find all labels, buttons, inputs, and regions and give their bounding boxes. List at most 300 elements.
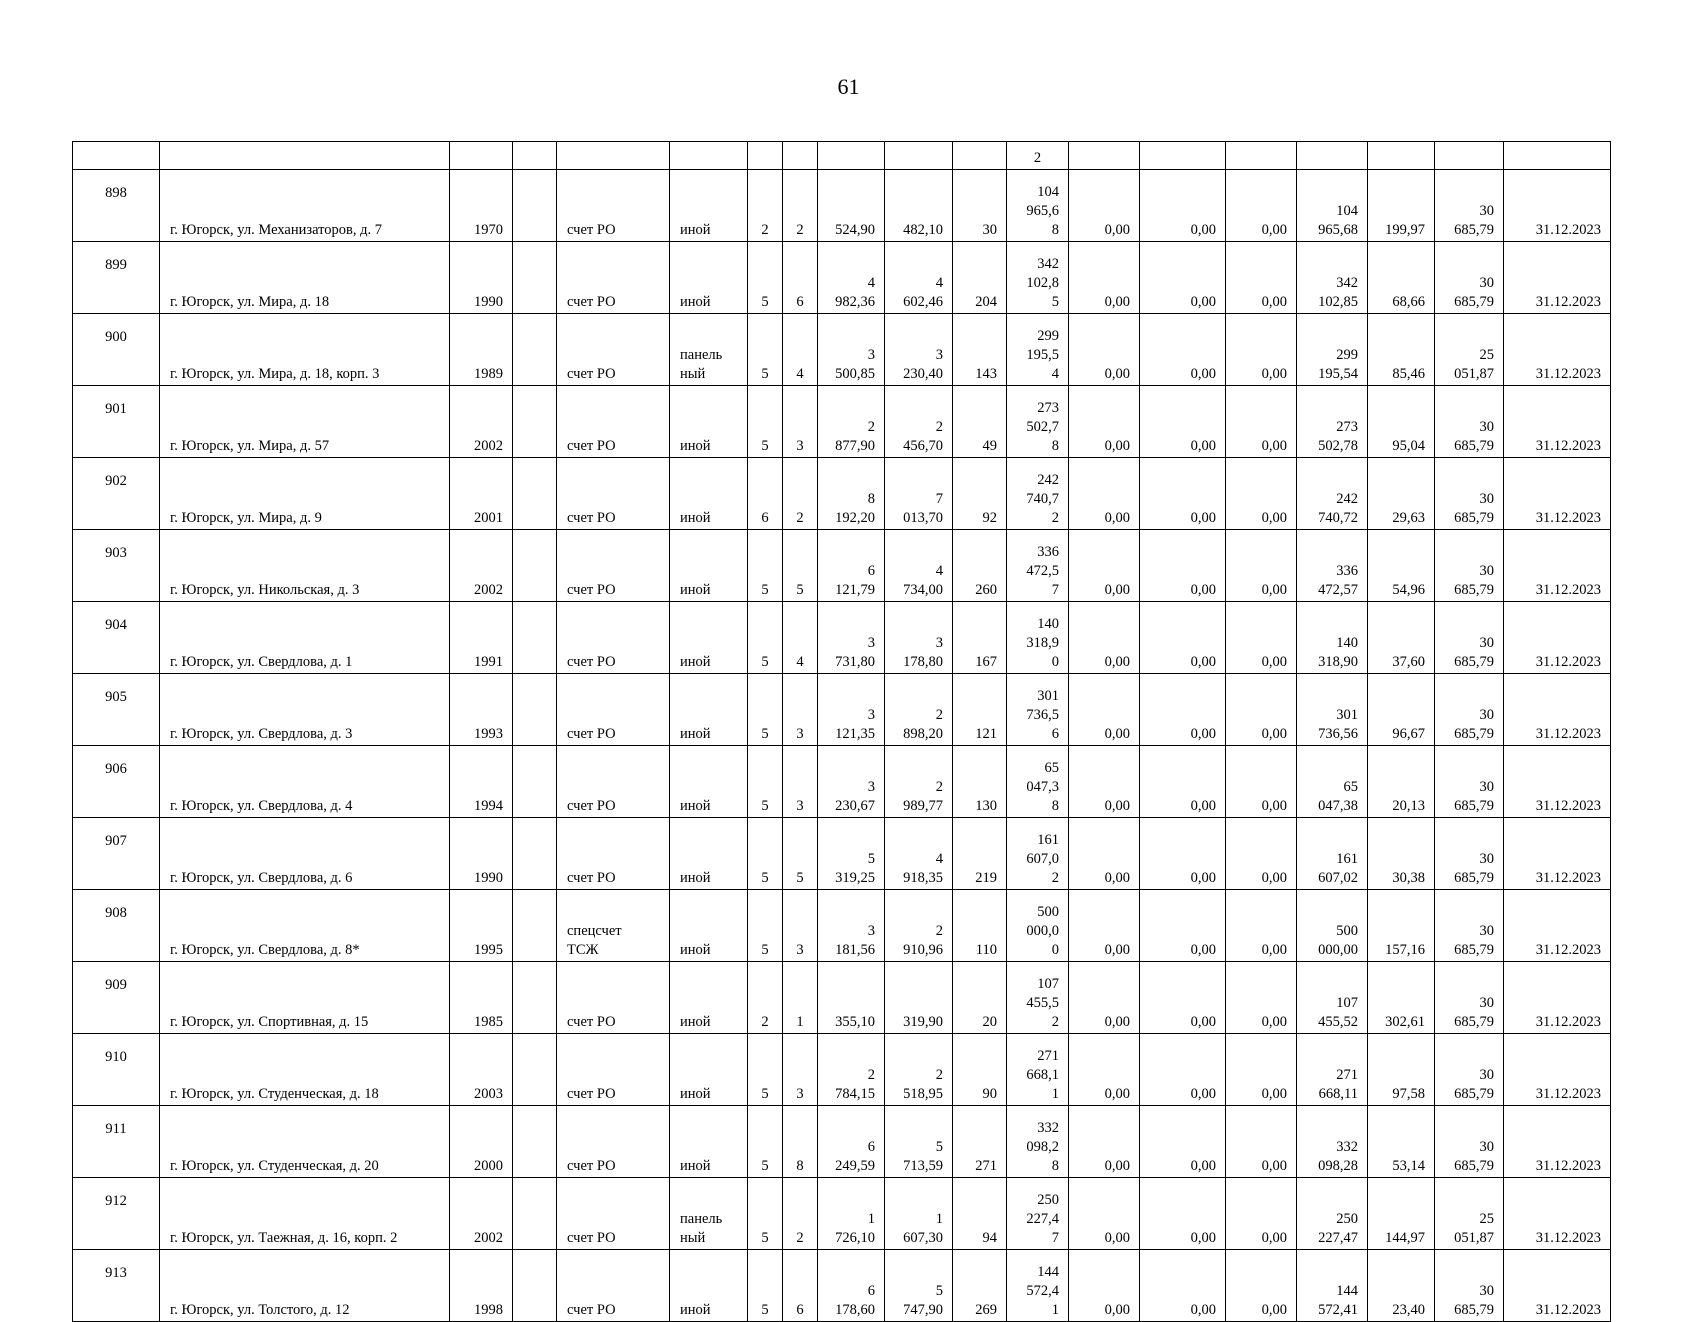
cell-line: 121,79: [835, 582, 875, 598]
cell-line: 047,38: [1318, 798, 1358, 814]
cell-line: 140: [1336, 635, 1358, 651]
value-cell: 0,00: [1226, 674, 1297, 746]
cell-line: 301: [1037, 688, 1059, 704]
cell-line: 982,36: [835, 294, 875, 310]
empty-cell: [513, 674, 557, 746]
value-cell: 0,00: [1069, 242, 1140, 314]
address-cell: г. Югорск, ул. Никольская, д. 3: [160, 530, 450, 602]
cell-line: 685,79: [1454, 1014, 1494, 1030]
empty-cell: [513, 242, 557, 314]
entrances-cell: 1: [783, 962, 818, 1034]
cell-line: 30: [1479, 491, 1494, 507]
empty-cell: [513, 746, 557, 818]
cell-line: счет РО: [567, 222, 616, 238]
material-cell: [670, 458, 748, 530]
cost-split-cell: [1007, 602, 1069, 674]
material-cell: [670, 170, 748, 242]
account-cell: [557, 458, 670, 530]
value-cell: 0,00: [1069, 1250, 1140, 1322]
area-total-cell: [818, 314, 885, 386]
cell-line: счет РО: [567, 1014, 616, 1030]
cost-total-cell: [1297, 1250, 1368, 1322]
address-cell: г. Югорск, ул. Механизаторов, д. 7: [160, 170, 450, 242]
cell-line: 6: [867, 563, 875, 579]
area-total-cell: [818, 746, 885, 818]
cell-line: 332: [1336, 1139, 1358, 1155]
cost-total-cell: [1297, 530, 1368, 602]
cell-line: 5: [935, 1283, 943, 1299]
cell-line: 098,2: [1026, 1139, 1059, 1155]
cell-line: 2: [867, 419, 875, 435]
cell-line: 336: [1336, 563, 1358, 579]
area-living-cell: [885, 746, 953, 818]
entrances-cell: 4: [783, 314, 818, 386]
date-cell: 31.12.2023: [1504, 1034, 1611, 1106]
empty-cell: [513, 170, 557, 242]
cell-line: 000,00: [1318, 942, 1358, 958]
value-cell: 0,00: [1226, 1250, 1297, 1322]
cell-line: 30: [1479, 779, 1494, 795]
row-number: 913: [73, 1250, 160, 1322]
cell-line: 192,20: [835, 510, 875, 526]
cell-line: ный: [680, 366, 706, 382]
cell-line: счет РО: [567, 654, 616, 670]
cell-line: 2: [935, 779, 943, 795]
residents-cell: 20: [953, 962, 1007, 1034]
cell-line: 607,30: [903, 1230, 943, 1246]
per-m2-cell: 37,60: [1368, 602, 1435, 674]
material-cell: [670, 962, 748, 1034]
cost-split-cell: [1007, 1034, 1069, 1106]
year-cell: 2002: [450, 530, 513, 602]
year-cell: 1993: [450, 674, 513, 746]
table-row: [73, 962, 1611, 1034]
account-cell: [557, 1106, 670, 1178]
cell-line: 249,59: [835, 1158, 875, 1174]
area-total-cell: [818, 1250, 885, 1322]
cell-line: 726,10: [835, 1230, 875, 1246]
cell-line: иной: [680, 222, 711, 238]
cell-line: 602,46: [903, 294, 943, 310]
cell-line: 342: [1336, 275, 1358, 291]
floors-cell: 5: [748, 746, 783, 818]
address-cell: г. Югорск, ул. Мира, д. 57: [160, 386, 450, 458]
area-living-cell: [885, 890, 953, 962]
material-cell: [670, 746, 748, 818]
per-m2-cell: 97,58: [1368, 1034, 1435, 1106]
empty-cell: [513, 458, 557, 530]
table-row: [73, 890, 1611, 962]
row-number: 899: [73, 242, 160, 314]
empty-cell: [513, 818, 557, 890]
cell-line: счет РО: [567, 510, 616, 526]
cell-line: 318,90: [1318, 654, 1358, 670]
year-cell: 2003: [450, 1034, 513, 1106]
per-m2-cell: 96,67: [1368, 674, 1435, 746]
account-cell: [557, 602, 670, 674]
value-cell: 0,00: [1140, 602, 1226, 674]
address-cell: г. Югорск, ул. Свердлова, д. 4: [160, 746, 450, 818]
material-cell: [670, 530, 748, 602]
cell-line: 8: [1051, 1158, 1059, 1174]
cell-line: 685,79: [1454, 942, 1494, 958]
cell-line: 178,60: [835, 1302, 875, 1318]
limit-cell: [1435, 890, 1504, 962]
cell-line: 30: [1479, 275, 1494, 291]
per-m2-cell: 29,63: [1368, 458, 1435, 530]
cell-line: 227,4: [1026, 1211, 1059, 1227]
row-number: 904: [73, 602, 160, 674]
date-cell: 31.12.2023: [1504, 170, 1611, 242]
value-cell: 0,00: [1140, 890, 1226, 962]
area-living-cell: [885, 386, 953, 458]
empty-cell: [513, 1106, 557, 1178]
row-number: 910: [73, 1034, 160, 1106]
cell-line: 0: [1051, 942, 1059, 958]
cell-line: 336: [1037, 544, 1059, 560]
table-row: [73, 530, 1611, 602]
cost-split-cell: [1007, 530, 1069, 602]
cell-line: 740,7: [1026, 491, 1059, 507]
cell-line: 918,35: [903, 870, 943, 886]
per-m2-cell: 144,97: [1368, 1178, 1435, 1250]
cost-total-cell: [1297, 1106, 1368, 1178]
cell-line: 30: [1479, 419, 1494, 435]
cost-total-cell: [1297, 674, 1368, 746]
cell-line: 734,00: [903, 582, 943, 598]
cell-line: 2: [867, 1067, 875, 1083]
residents-cell: 30: [953, 170, 1007, 242]
cell-line: 140: [1037, 616, 1059, 632]
cell-line: 4: [935, 851, 943, 867]
floors-cell: 6: [748, 458, 783, 530]
row-number: 905: [73, 674, 160, 746]
address-cell: г. Югорск, ул. Свердлова, д. 8*: [160, 890, 450, 962]
floors-cell: 5: [748, 314, 783, 386]
cell-line: 355,10: [835, 1014, 875, 1030]
table-row: [73, 602, 1611, 674]
cell-line: 107: [1336, 995, 1358, 1011]
value-cell: 0,00: [1140, 530, 1226, 602]
cell-line: счет РО: [567, 438, 616, 454]
cell-line: 685,79: [1454, 1302, 1494, 1318]
cell-line: 3: [935, 635, 943, 651]
account-cell: [557, 386, 670, 458]
cost-split-cell: [1007, 458, 1069, 530]
date-cell: 31.12.2023: [1504, 242, 1611, 314]
cell-line: ТСЖ: [567, 942, 599, 958]
cell-line: 7: [1051, 582, 1059, 598]
row-number: 901: [73, 386, 160, 458]
cell-line: 685,79: [1454, 510, 1494, 526]
value-cell: 0,00: [1069, 170, 1140, 242]
entrances-cell: 2: [783, 1178, 818, 1250]
per-m2-cell: 199,97: [1368, 170, 1435, 242]
table-row: [73, 746, 1611, 818]
date-cell: 31.12.2023: [1504, 1106, 1611, 1178]
date-cell: 31.12.2023: [1504, 962, 1611, 1034]
value-cell: 0,00: [1140, 674, 1226, 746]
cell-line: 500,85: [835, 366, 875, 382]
table-row: [73, 170, 1611, 242]
cell-line: 227,47: [1318, 1230, 1358, 1246]
cost-split-cell: [1007, 314, 1069, 386]
cell-line: 2: [935, 707, 943, 723]
entrances-cell: 4: [783, 602, 818, 674]
limit-cell: [1435, 242, 1504, 314]
cell-line: 3: [935, 347, 943, 363]
cell-line: 30: [1479, 1067, 1494, 1083]
entrances-cell: 3: [783, 386, 818, 458]
cell-line: 65: [1044, 760, 1059, 776]
per-m2-cell: 157,16: [1368, 890, 1435, 962]
cell-line: 2: [1051, 870, 1059, 886]
value-cell: 0,00: [1140, 1106, 1226, 1178]
area-living-cell: [885, 1178, 953, 1250]
cell-line: 2: [1051, 1014, 1059, 1030]
area-total-cell: [818, 890, 885, 962]
value-cell: 0,00: [1069, 1106, 1140, 1178]
date-cell: 31.12.2023: [1504, 746, 1611, 818]
cell-line: счет РО: [567, 1158, 616, 1174]
floors-cell: 2: [748, 962, 783, 1034]
cost-total-cell: [1297, 1178, 1368, 1250]
table-row: [73, 458, 1611, 530]
area-total-cell: [818, 458, 885, 530]
entrances-cell: 6: [783, 242, 818, 314]
address-cell: г. Югорск, ул. Студенческая, д. 20: [160, 1106, 450, 1178]
cell-line: 472,5: [1026, 563, 1059, 579]
limit-cell: [1435, 962, 1504, 1034]
account-cell: [557, 314, 670, 386]
cell-line: 144: [1037, 1264, 1059, 1280]
cell-line: 989,77: [903, 798, 943, 814]
cell-line: 161: [1336, 851, 1358, 867]
cell-line: 685,79: [1454, 726, 1494, 742]
entrances-cell: 3: [783, 674, 818, 746]
cell-line: 6: [867, 1139, 875, 1155]
entrances-cell: 8: [783, 1106, 818, 1178]
cell-line: 000,0: [1026, 923, 1059, 939]
cell-line: 502,7: [1026, 419, 1059, 435]
cell-line: 250: [1336, 1211, 1358, 1227]
year-cell: 1985: [450, 962, 513, 1034]
cell-line: 242: [1336, 491, 1358, 507]
cell-line: 455,52: [1318, 1014, 1358, 1030]
cell-line: 713,59: [903, 1158, 943, 1174]
cell-line: 572,41: [1318, 1302, 1358, 1318]
cell-line: 502,78: [1318, 438, 1358, 454]
area-total-cell: [818, 530, 885, 602]
cost-total-cell: [1297, 458, 1368, 530]
cell-line: 456,70: [903, 438, 943, 454]
empty-cell: [513, 1034, 557, 1106]
area-living-cell: [885, 674, 953, 746]
cell-line: 230,40: [903, 366, 943, 382]
account-cell: [557, 1178, 670, 1250]
cell-line: 2: [1051, 510, 1059, 526]
cell-line: 572,4: [1026, 1283, 1059, 1299]
cell-line: 685,79: [1454, 654, 1494, 670]
empty-cell: [513, 1250, 557, 1322]
row-number: 906: [73, 746, 160, 818]
value-cell: 0,00: [1069, 1034, 1140, 1106]
cell-line: 455,5: [1026, 995, 1059, 1011]
limit-cell: [1435, 1106, 1504, 1178]
residents-cell: 110: [953, 890, 1007, 962]
value-cell: 0,00: [1140, 818, 1226, 890]
cell-line: 685,79: [1454, 222, 1494, 238]
cell-line: панель: [680, 1211, 723, 1227]
value-cell: 0,00: [1069, 962, 1140, 1034]
value-cell: 0,00: [1069, 1178, 1140, 1250]
address-cell: г. Югорск, ул. Толстого, д. 12: [160, 1250, 450, 1322]
address-cell: г. Югорск, ул. Мира, д. 18, корп. 3: [160, 314, 450, 386]
cell-line: 482,10: [903, 222, 943, 238]
cell-line: 607,0: [1026, 851, 1059, 867]
table-row: [73, 1034, 1611, 1106]
material-cell: [670, 386, 748, 458]
cost-split-cell: [1007, 1106, 1069, 1178]
cell-line: счет РО: [567, 1230, 616, 1246]
cell-line: 102,85: [1318, 294, 1358, 310]
date-cell: 31.12.2023: [1504, 1250, 1611, 1322]
cell-line: счет РО: [567, 726, 616, 742]
cell-line: иной: [680, 1014, 711, 1030]
cell-line: 271: [1336, 1067, 1358, 1083]
material-cell: [670, 1250, 748, 1322]
value-cell: 0,00: [1226, 242, 1297, 314]
per-m2-cell: 20,13: [1368, 746, 1435, 818]
cell-line: 500: [1336, 923, 1358, 939]
cell-line: счет РО: [567, 798, 616, 814]
cell-line: 2: [935, 923, 943, 939]
date-cell: 31.12.2023: [1504, 890, 1611, 962]
table-row: [73, 386, 1611, 458]
residents-cell: 92: [953, 458, 1007, 530]
year-cell: 2001: [450, 458, 513, 530]
cell-line: 747,90: [903, 1302, 943, 1318]
cell-line: 195,54: [1318, 366, 1358, 382]
cell-line: счет РО: [567, 582, 616, 598]
cell-line: 30: [1479, 995, 1494, 1011]
value-cell: 0,00: [1069, 386, 1140, 458]
material-cell: [670, 674, 748, 746]
value-cell: 0,00: [1140, 242, 1226, 314]
value-cell: 0,00: [1140, 962, 1226, 1034]
cell-line: счет РО: [567, 1086, 616, 1102]
cell-line: 104: [1336, 203, 1358, 219]
cell-line: 685,79: [1454, 798, 1494, 814]
area-living-cell: [885, 530, 953, 602]
cell-line: 121,35: [835, 726, 875, 742]
area-living-cell: [885, 170, 953, 242]
cell-line: 668,11: [1318, 1086, 1358, 1102]
address-cell: г. Югорск, ул. Свердлова, д. 1: [160, 602, 450, 674]
value-cell: 0,00: [1140, 1178, 1226, 1250]
row-number: 898: [73, 170, 160, 242]
entrances-cell: 3: [783, 890, 818, 962]
cell-line: иной: [680, 942, 711, 958]
date-cell: 31.12.2023: [1504, 602, 1611, 674]
cell-line: 910,96: [903, 942, 943, 958]
date-cell: 31.12.2023: [1504, 818, 1611, 890]
cell-line: 6: [1051, 726, 1059, 742]
value-cell: 0,00: [1226, 962, 1297, 1034]
cell-line: ный: [680, 1230, 706, 1246]
cell-line: 898,20: [903, 726, 943, 742]
cell-line: 607,02: [1318, 870, 1358, 886]
cell-line: 013,70: [903, 510, 943, 526]
cost-total-cell: [1297, 386, 1368, 458]
per-m2-cell: 23,40: [1368, 1250, 1435, 1322]
cell-line: счет РО: [567, 294, 616, 310]
cell-line: 195,5: [1026, 347, 1059, 363]
material-cell: [670, 1034, 748, 1106]
cost-total-cell: [1297, 818, 1368, 890]
cost-split-cell: [1007, 746, 1069, 818]
area-living-cell: [885, 242, 953, 314]
value-cell: 0,00: [1069, 314, 1140, 386]
limit-cell: [1435, 746, 1504, 818]
cell-line: счет РО: [567, 870, 616, 886]
cell-line: 047,3: [1026, 779, 1059, 795]
value-cell: 0,00: [1069, 530, 1140, 602]
floors-cell: 2: [748, 170, 783, 242]
value-cell: 0,00: [1226, 1034, 1297, 1106]
residents-cell: 269: [953, 1250, 1007, 1322]
cell-line: 2: [935, 1067, 943, 1083]
row-number: 907: [73, 818, 160, 890]
continuation-row: [73, 142, 1611, 170]
cost-total-cell: [1297, 1034, 1368, 1106]
cell-line: иной: [680, 1158, 711, 1174]
account-cell: [557, 746, 670, 818]
entrances-cell: 5: [783, 818, 818, 890]
residents-cell: 130: [953, 746, 1007, 818]
cell-line: 3: [867, 923, 875, 939]
cell-line: 30: [1479, 851, 1494, 867]
address-cell: г. Югорск, ул. Свердлова, д. 3: [160, 674, 450, 746]
cell-line: 2: [935, 419, 943, 435]
cell-line: 518,95: [903, 1086, 943, 1102]
floors-cell: 5: [748, 1034, 783, 1106]
per-m2-cell: 68,66: [1368, 242, 1435, 314]
address-cell: г. Югорск, ул. Мира, д. 18: [160, 242, 450, 314]
cell-line: 4: [935, 563, 943, 579]
material-cell: [670, 818, 748, 890]
cell-line: 685,79: [1454, 1158, 1494, 1174]
area-living-cell: [885, 602, 953, 674]
value-cell: 0,00: [1226, 890, 1297, 962]
cell-line: 5: [935, 1139, 943, 1155]
cost-split-cell: [1007, 674, 1069, 746]
value-cell: 0,00: [1226, 314, 1297, 386]
residents-cell: 121: [953, 674, 1007, 746]
area-total-cell: [818, 386, 885, 458]
cell-line: панель: [680, 347, 723, 363]
table-row: [73, 242, 1611, 314]
value-cell: 0,00: [1226, 386, 1297, 458]
cell-line: иной: [680, 438, 711, 454]
account-cell: [557, 674, 670, 746]
value-cell: 0,00: [1140, 458, 1226, 530]
cell-line: 250: [1037, 1192, 1059, 1208]
limit-cell: [1435, 386, 1504, 458]
residents-cell: 167: [953, 602, 1007, 674]
table-row: [73, 1178, 1611, 1250]
row-number: 911: [73, 1106, 160, 1178]
